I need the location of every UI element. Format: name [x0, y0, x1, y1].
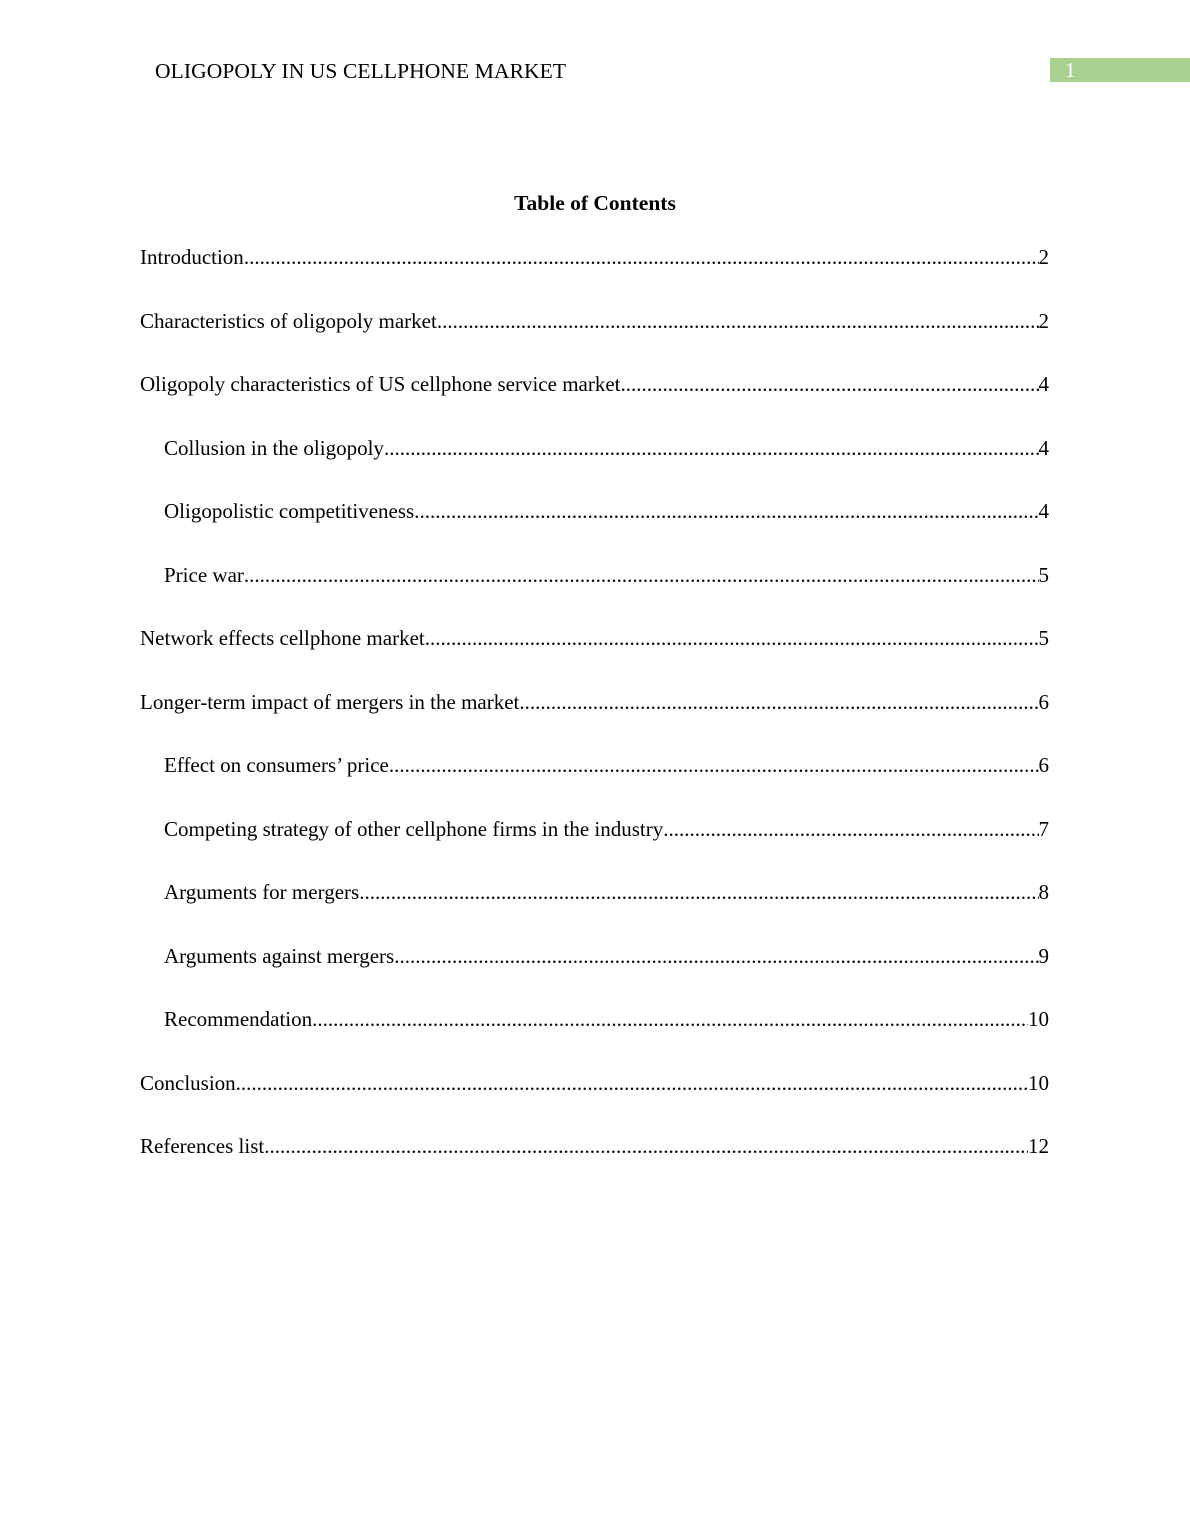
toc-entry-text: Effect on consumers’ price: [164, 753, 389, 777]
toc-entry-text: Oligopoly characteristics of US cellphone service market: [140, 372, 621, 396]
toc-entry-competitiveness[interactable]: [140, 497, 1049, 561]
toc-list: [140, 243, 1049, 1196]
toc-entry-text: Longer-term impact of mergers in the market: [140, 689, 520, 714]
toc-entry-merger-impact[interactable]: [140, 688, 1049, 752]
toc-entry-page: 10: [1028, 1007, 1049, 1031]
toc-entry-page: 2: [1038, 245, 1049, 269]
toc-dot-leader: [519, 688, 1038, 716]
toc-entry-arguments-for[interactable]: [140, 878, 1049, 942]
toc-entry-competing-strategy[interactable]: [140, 815, 1049, 879]
toc-entry-page: 9: [1038, 943, 1049, 968]
toc-entry-page: 2: [1038, 308, 1049, 333]
toc-dot-leader: [425, 624, 1039, 652]
toc-entry-us-market-characteristics[interactable]: [140, 370, 1049, 434]
toc-dot-leader: [663, 815, 1038, 843]
toc-entry-page: 7: [1038, 816, 1049, 841]
toc-dot-leader: [414, 497, 1038, 525]
toc-entry-text: Network effects cellphone market: [140, 626, 425, 650]
toc-entry-references[interactable]: [140, 1132, 1049, 1196]
toc-dot-leader: [389, 751, 1039, 779]
toc-dot-leader: [244, 243, 1039, 271]
toc-entry-text: Introduction: [140, 245, 244, 269]
toc-entry-conclusion[interactable]: [140, 1069, 1049, 1133]
toc-dot-leader: [384, 434, 1039, 462]
toc-entry-text: Arguments against mergers: [164, 943, 395, 968]
toc-dot-leader: [394, 942, 1038, 970]
toc-entry-page: 8: [1038, 880, 1049, 904]
toc-dot-leader: [236, 1069, 1028, 1097]
toc-entry-characteristics[interactable]: [140, 307, 1049, 371]
toc-entry-text: Arguments for mergers: [164, 880, 360, 904]
toc-entry-arguments-against[interactable]: [140, 942, 1049, 1006]
toc-entry-text: Conclusion: [140, 1070, 236, 1095]
toc-dot-leader: [264, 1132, 1028, 1160]
toc-entry-page: 6: [1038, 753, 1049, 777]
toc-dot-leader: [312, 1005, 1028, 1033]
toc-entry-text: Oligopolistic competitiveness: [164, 499, 415, 523]
toc-entry-consumer-price[interactable]: [140, 751, 1049, 815]
toc-entry-page: 4: [1038, 435, 1049, 460]
toc-entry-page: 12: [1028, 1134, 1049, 1158]
toc-entry-page: 10: [1028, 1070, 1049, 1095]
toc-entry-page: 6: [1038, 689, 1049, 714]
toc-entry-text: Collusion in the oligopoly: [164, 435, 384, 460]
toc-entry-introduction[interactable]: [140, 243, 1049, 307]
toc-entry-text: Characteristics of oligopoly market: [140, 308, 437, 333]
toc-entry-text: References list: [140, 1134, 265, 1158]
toc-entry-page: 5: [1038, 562, 1049, 587]
toc-entry-text: Recommendation: [164, 1007, 313, 1031]
toc-entry-page: 5: [1038, 626, 1049, 650]
toc-entry-page: 4: [1038, 499, 1049, 523]
toc-dot-leader: [359, 878, 1038, 906]
toc-entry-recommendation[interactable]: [140, 1005, 1049, 1069]
page-number-badge: 1: [1050, 58, 1190, 82]
toc-entry-text: Competing strategy of other cellphone firms in the industry: [164, 816, 664, 841]
toc-entry-network-effects[interactable]: [140, 624, 1049, 688]
toc-dot-leader: [437, 307, 1039, 335]
toc-entry-price-war[interactable]: [140, 561, 1049, 625]
toc-heading: Table of Contents: [514, 191, 676, 215]
toc-dot-leader: [244, 561, 1039, 589]
toc-entry-page: 4: [1038, 372, 1049, 396]
toc-entry-collusion[interactable]: [140, 434, 1049, 498]
toc-entry-text: Price war: [164, 562, 244, 587]
running-header-title: OLIGOPOLY IN US CELLPHONE MARKET: [155, 59, 567, 83]
toc-dot-leader: [621, 370, 1039, 398]
